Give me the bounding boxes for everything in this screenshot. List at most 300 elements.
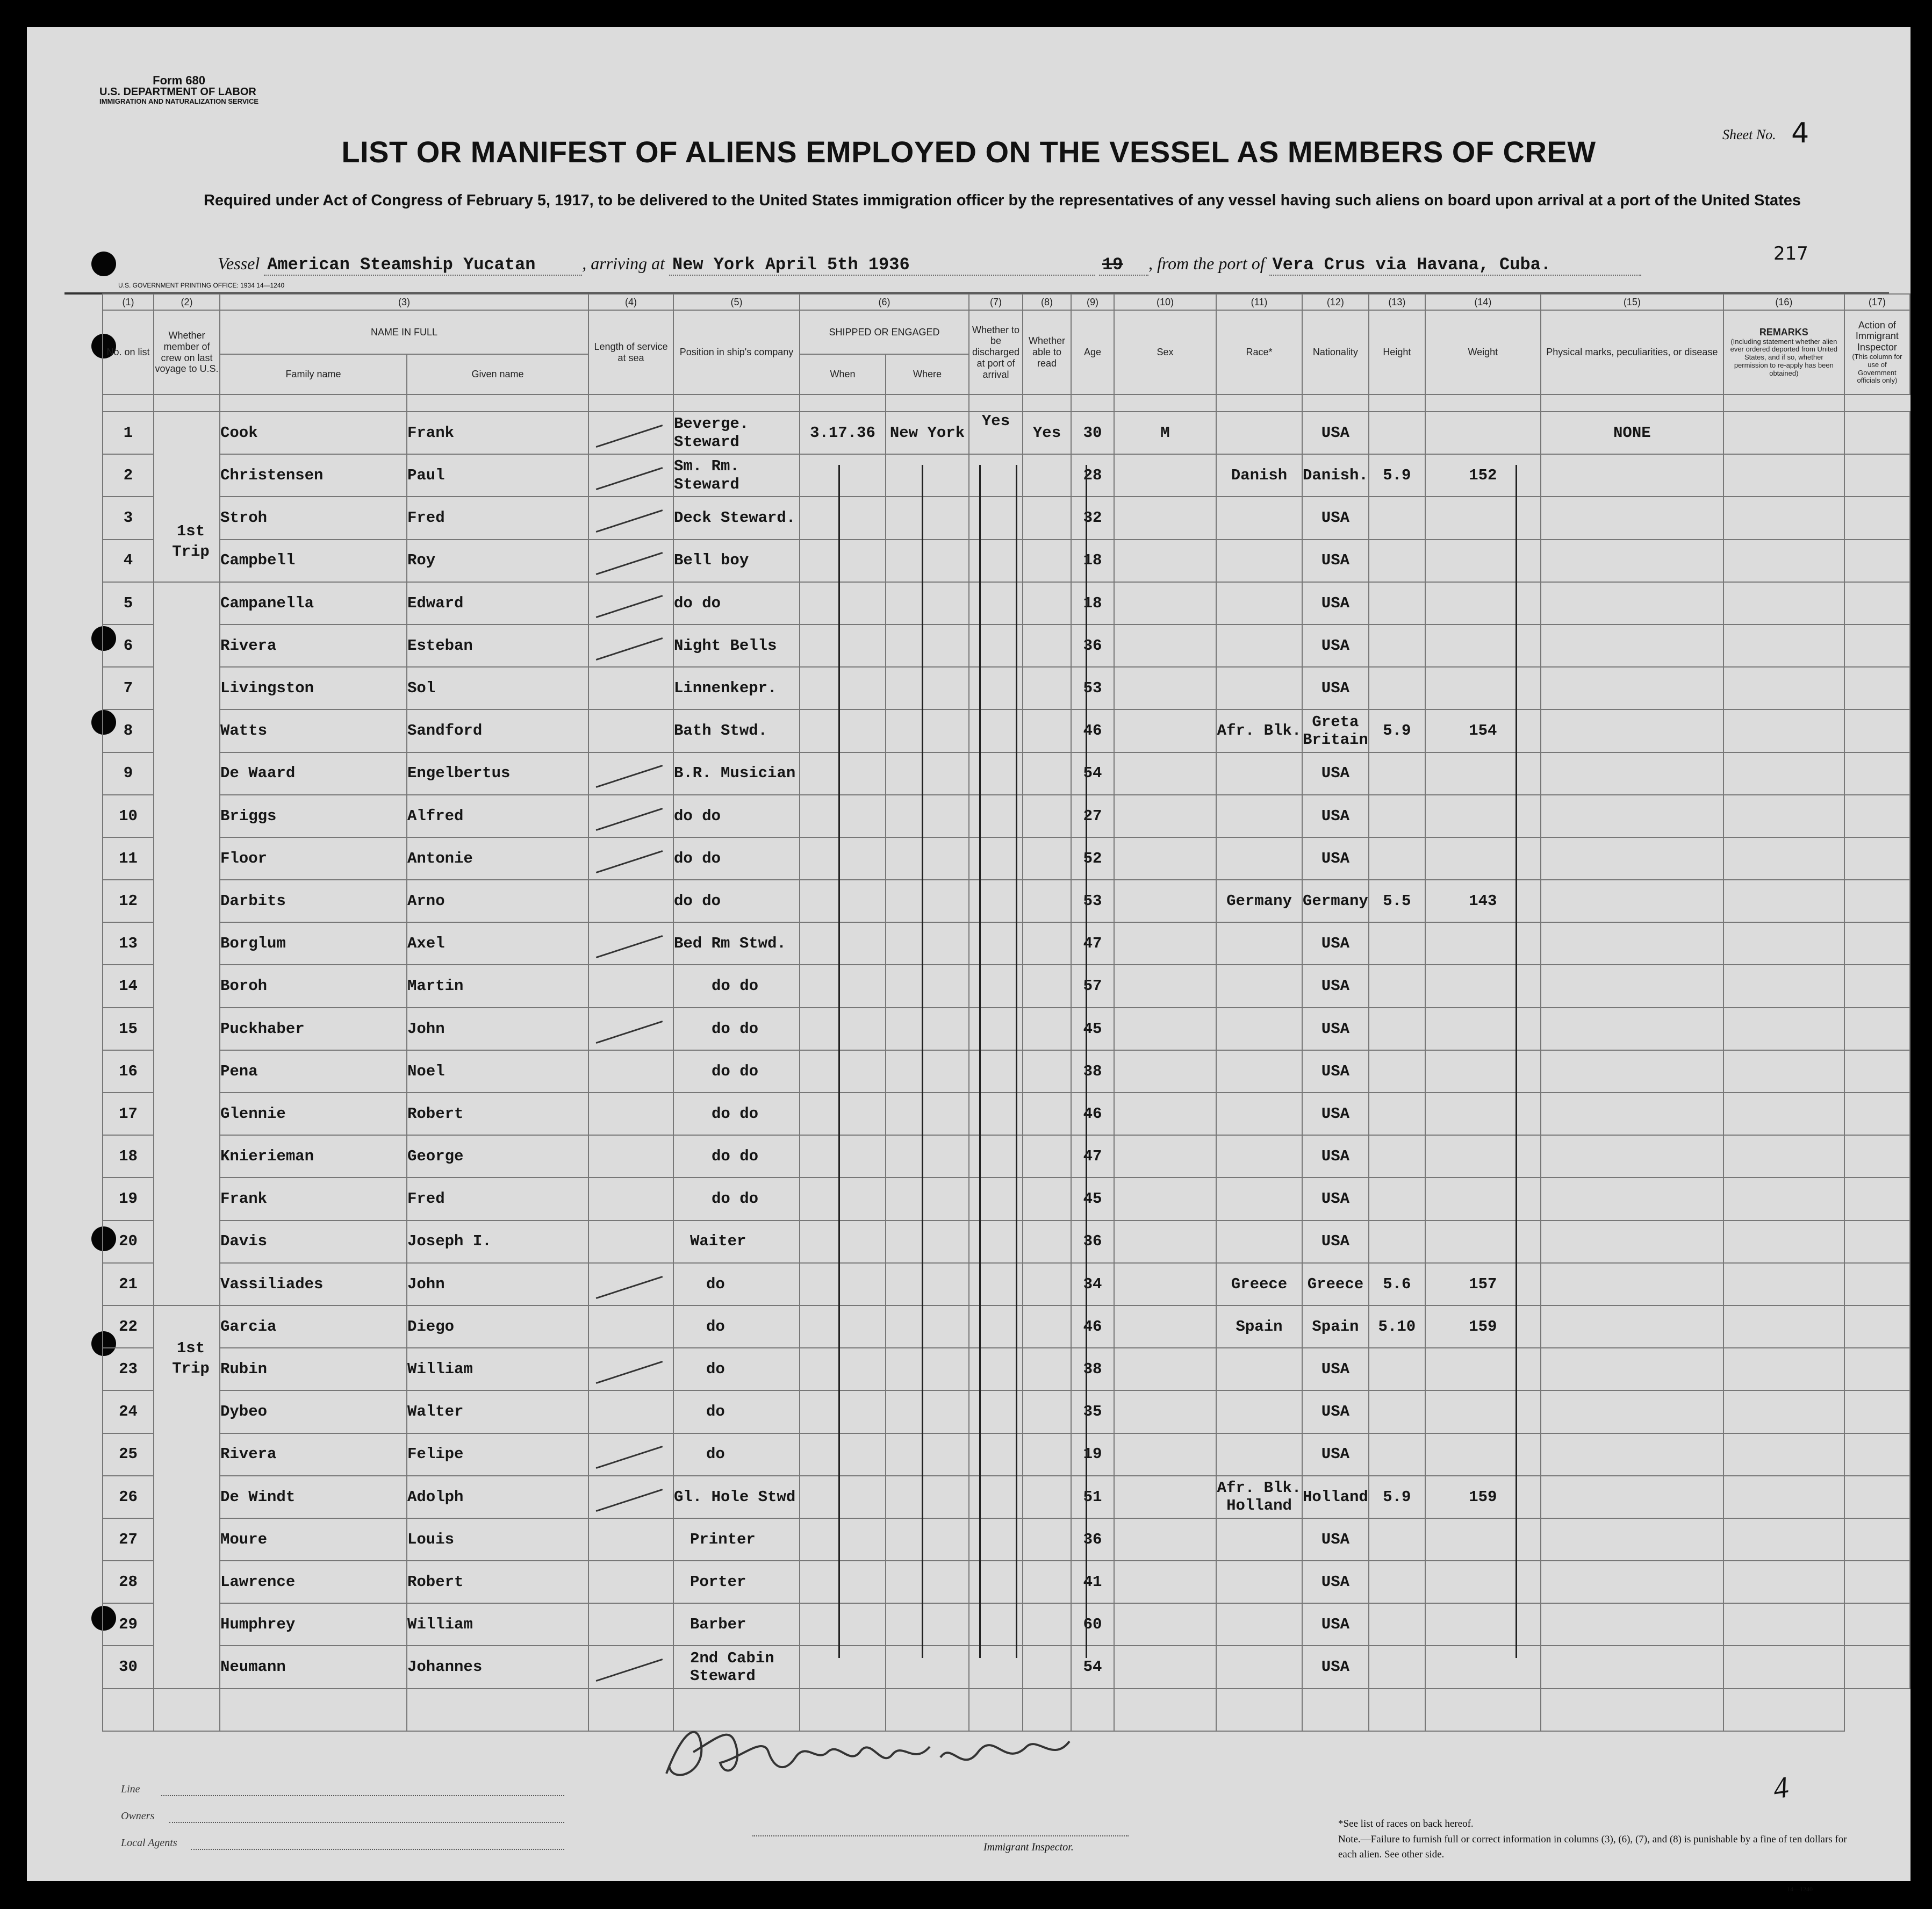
age: 52 — [1071, 837, 1114, 880]
position: do do — [673, 1008, 800, 1050]
remarks — [1723, 1348, 1844, 1390]
shipped-where — [886, 1135, 969, 1178]
remarks — [1723, 922, 1844, 965]
nationality: USA — [1302, 1008, 1369, 1050]
able-to-read — [1023, 1305, 1071, 1348]
service-check-cell — [588, 1093, 673, 1135]
to-be-discharged — [969, 1263, 1023, 1305]
given-name: Fred — [407, 1178, 588, 1220]
shipped-when — [800, 1433, 886, 1476]
header-where: Where — [886, 354, 969, 394]
header-remarks-sub: (Including statement whether alien ever ordered deported from United States, and if so, whether permission to re-apply has been obtained) — [1730, 337, 1838, 378]
last-voyage-cell — [154, 582, 220, 1305]
weight — [1425, 625, 1541, 667]
age: 53 — [1071, 667, 1114, 709]
height — [1369, 1433, 1425, 1476]
race — [1216, 1093, 1302, 1135]
physical-marks — [1541, 1178, 1723, 1220]
inspector-action — [1844, 837, 1910, 880]
remarks — [1723, 1646, 1844, 1688]
inspector-action — [1844, 412, 1910, 454]
family-name: Moure — [220, 1518, 407, 1561]
shipped-where — [886, 497, 969, 539]
family-name: Glennie — [220, 1093, 407, 1135]
height — [1369, 1178, 1425, 1220]
given-name: Robert — [407, 1093, 588, 1135]
nationality: USA — [1302, 625, 1369, 667]
shipped-when — [800, 1178, 886, 1220]
family-name: De Waard — [220, 752, 407, 795]
col-14-num: (14) — [1425, 294, 1541, 310]
height — [1369, 667, 1425, 709]
inspector-action — [1844, 795, 1910, 837]
remarks — [1723, 965, 1844, 1007]
inspector-action — [1844, 1305, 1910, 1348]
weight — [1425, 1603, 1541, 1646]
table-row — [103, 582, 1910, 625]
position: Bath Stwd. — [673, 709, 800, 752]
header-shipped-or-engaged: SHIPPED OR ENGAGED — [800, 310, 969, 354]
row-number: 5 — [103, 582, 154, 625]
ditto-line — [1516, 465, 1517, 1658]
age: 45 — [1071, 1178, 1114, 1220]
able-to-read — [1023, 1178, 1071, 1220]
sex — [1114, 1221, 1216, 1263]
row-number: 30 — [103, 1646, 154, 1688]
shipped-where — [886, 1008, 969, 1050]
service-check-cell — [588, 922, 673, 965]
service-check-cell — [588, 1603, 673, 1646]
to-be-discharged — [969, 1561, 1023, 1603]
inspector-action — [1844, 1221, 1910, 1263]
shipped-where — [886, 965, 969, 1007]
service-check-cell — [588, 1050, 673, 1093]
age: 35 — [1071, 1390, 1114, 1433]
nationality: USA — [1302, 1348, 1369, 1390]
sex — [1114, 1646, 1216, 1688]
race — [1216, 795, 1302, 837]
given-name: Frank — [407, 412, 588, 454]
weight — [1425, 965, 1541, 1007]
vessel-line — [218, 254, 1641, 276]
height — [1369, 1348, 1425, 1390]
check-mark — [596, 1276, 663, 1299]
given-name: Johannes — [407, 1646, 588, 1688]
table-row — [103, 1263, 1910, 1305]
to-be-discharged — [969, 1433, 1023, 1476]
shipped-where — [886, 1561, 969, 1603]
remarks — [1723, 454, 1844, 497]
crew-manifest-table — [102, 293, 1911, 1732]
table-row — [103, 497, 1910, 539]
service-check-cell — [588, 752, 673, 795]
shipped-where — [886, 667, 969, 709]
shipped-when — [800, 497, 886, 539]
sex — [1114, 1305, 1216, 1348]
row-number: 2 — [103, 454, 154, 497]
race — [1216, 752, 1302, 795]
service-check-cell — [588, 1433, 673, 1476]
weight: 154 — [1425, 709, 1541, 752]
able-to-read — [1023, 1221, 1071, 1263]
able-to-read — [1023, 1561, 1071, 1603]
service-check-cell — [588, 709, 673, 752]
to-be-discharged — [969, 1305, 1023, 1348]
height — [1369, 1135, 1425, 1178]
inspector-action — [1844, 540, 1910, 582]
position: Sm. Rm. Steward — [673, 454, 800, 497]
header-inspector-title: Action of Immigrant Inspector — [1855, 319, 1899, 353]
given-name: Fred — [407, 497, 588, 539]
header-able-to-read: Whether able to read — [1023, 310, 1071, 394]
race — [1216, 1390, 1302, 1433]
able-to-read — [1023, 1093, 1071, 1135]
header-member-last-voyage: Whether member of crew on last voyage to U.S. — [154, 310, 220, 394]
header-immigrant-inspector — [1844, 310, 1910, 394]
weight — [1425, 1348, 1541, 1390]
row-number: 28 — [103, 1561, 154, 1603]
corner-mark: 4 — [1771, 1770, 1791, 1806]
family-name: Garcia — [220, 1305, 407, 1348]
physical-marks — [1541, 1008, 1723, 1050]
document-title: LIST OR MANIFEST OF ALIENS EMPLOYED ON THE VESSEL AS MEMBERS OF CREW — [341, 135, 1596, 169]
height — [1369, 540, 1425, 582]
inspector-action — [1844, 1093, 1910, 1135]
weight — [1425, 1178, 1541, 1220]
shipped-where — [886, 625, 969, 667]
position: Waiter — [673, 1221, 800, 1263]
given-name: Roy — [407, 540, 588, 582]
shipped-where — [886, 1518, 969, 1561]
family-name: Watts — [220, 709, 407, 752]
to-be-discharged — [969, 1135, 1023, 1178]
remarks — [1723, 1390, 1844, 1433]
row-number: 16 — [103, 1050, 154, 1093]
position: Barber — [673, 1603, 800, 1646]
age: 36 — [1071, 1518, 1114, 1561]
able-to-read — [1023, 540, 1071, 582]
physical-marks — [1541, 1433, 1723, 1476]
shipped-where — [886, 1390, 969, 1433]
age: 18 — [1071, 582, 1114, 625]
family-name: Lawrence — [220, 1561, 407, 1603]
inspector-action — [1844, 1050, 1910, 1093]
height: 5.9 — [1369, 709, 1425, 752]
check-mark — [596, 1361, 663, 1384]
to-be-discharged — [969, 1348, 1023, 1390]
shipped-when — [800, 1093, 886, 1135]
line-field — [161, 1795, 564, 1796]
weight — [1425, 582, 1541, 625]
ditto-line — [838, 465, 840, 1658]
race — [1216, 497, 1302, 539]
col-5-num: (5) — [673, 294, 800, 310]
row-number: 14 — [103, 965, 154, 1007]
age: 36 — [1071, 1221, 1114, 1263]
check-mark — [596, 1659, 663, 1682]
shipped-when — [800, 1390, 886, 1433]
to-be-discharged — [969, 1221, 1023, 1263]
inspector-action — [1844, 1433, 1910, 1476]
sex — [1114, 497, 1216, 539]
ditto-line — [1086, 465, 1087, 1658]
age: 47 — [1071, 922, 1114, 965]
height — [1369, 1518, 1425, 1561]
given-name: Alfred — [407, 795, 588, 837]
height — [1369, 795, 1425, 837]
table-row — [103, 412, 1910, 454]
inspector-action — [1844, 1518, 1910, 1561]
shipped-when — [800, 582, 886, 625]
physical-marks — [1541, 667, 1723, 709]
inspector-action — [1844, 1263, 1910, 1305]
given-name: Paul — [407, 454, 588, 497]
inspector-action — [1844, 1008, 1910, 1050]
age: 53 — [1071, 880, 1114, 922]
sex — [1114, 880, 1216, 922]
family-name: Borglum — [220, 922, 407, 965]
age: 46 — [1071, 1305, 1114, 1348]
check-mark — [596, 1446, 663, 1469]
form-code: 14—1240 — [1787, 1885, 1813, 1893]
inspector-action — [1844, 667, 1910, 709]
service-check-cell — [588, 412, 673, 454]
to-be-discharged — [969, 1178, 1023, 1220]
family-name: Darbits — [220, 880, 407, 922]
shipped-when — [800, 625, 886, 667]
punch-hole — [91, 252, 116, 276]
position: do do — [673, 1135, 800, 1178]
sex — [1114, 1135, 1216, 1178]
physical-marks — [1541, 1390, 1723, 1433]
header-race: Race* — [1216, 310, 1302, 394]
race: Afr. Blk. — [1216, 709, 1302, 752]
nationality: USA — [1302, 1050, 1369, 1093]
shipped-where — [886, 1348, 969, 1390]
immigrant-inspector-label: Immigrant Inspector. — [983, 1841, 1074, 1853]
nationality: USA — [1302, 497, 1369, 539]
service-check-cell — [588, 1135, 673, 1178]
age: 60 — [1071, 1603, 1114, 1646]
check-mark — [596, 467, 663, 490]
header-position: Position in ship's company — [673, 310, 800, 394]
row-number: 25 — [103, 1433, 154, 1476]
family-name: Boroh — [220, 965, 407, 1007]
col-2-num: (2) — [154, 294, 220, 310]
given-name: Joseph I. — [407, 1221, 588, 1263]
sex — [1114, 709, 1216, 752]
sex — [1114, 837, 1216, 880]
table-row — [103, 1178, 1910, 1220]
table-row — [103, 1050, 1910, 1093]
given-name: Edward — [407, 582, 588, 625]
sex — [1114, 1348, 1216, 1390]
race — [1216, 837, 1302, 880]
given-name: Noel — [407, 1050, 588, 1093]
able-to-read — [1023, 1050, 1071, 1093]
family-name: Davis — [220, 1221, 407, 1263]
to-be-discharged — [969, 709, 1023, 752]
ditto-line — [1016, 465, 1017, 1658]
nationality: USA — [1302, 1433, 1369, 1476]
table-row — [103, 1518, 1910, 1561]
height — [1369, 1603, 1425, 1646]
table-row — [103, 837, 1910, 880]
position: do do — [673, 837, 800, 880]
check-mark — [596, 850, 663, 873]
family-name: Frank — [220, 1178, 407, 1220]
position: Night Bells — [673, 625, 800, 667]
able-to-read — [1023, 965, 1071, 1007]
shipped-where — [886, 752, 969, 795]
weight: 143 — [1425, 880, 1541, 922]
to-be-discharged — [969, 752, 1023, 795]
sex — [1114, 582, 1216, 625]
race — [1216, 582, 1302, 625]
remarks — [1723, 1433, 1844, 1476]
weight — [1425, 1135, 1541, 1178]
height: 5.9 — [1369, 1476, 1425, 1518]
vessel-label: Vessel — [218, 254, 260, 273]
service-check-cell — [588, 1390, 673, 1433]
position: do — [673, 1390, 800, 1433]
remarks — [1723, 1178, 1844, 1220]
weight: 157 — [1425, 1263, 1541, 1305]
remarks — [1723, 625, 1844, 667]
header-length-of-service: Length of service at sea — [588, 310, 673, 394]
to-be-discharged — [969, 454, 1023, 497]
nationality: Holland — [1302, 1476, 1369, 1518]
physical-marks — [1541, 1561, 1723, 1603]
ditto-line — [979, 465, 981, 1658]
physical-marks — [1541, 752, 1723, 795]
position: 2nd Cabin Steward — [673, 1646, 800, 1688]
row-number: 26 — [103, 1476, 154, 1518]
check-mark — [596, 1021, 663, 1044]
position: do — [673, 1263, 800, 1305]
col-11-num: (11) — [1216, 294, 1302, 310]
shipped-where — [886, 540, 969, 582]
remarks — [1723, 1135, 1844, 1178]
service-check-cell — [588, 540, 673, 582]
to-be-discharged — [969, 1093, 1023, 1135]
weight — [1425, 1518, 1541, 1561]
header-height: Height — [1369, 310, 1425, 394]
nationality: USA — [1302, 1093, 1369, 1135]
shipped-when — [800, 922, 886, 965]
to-be-discharged — [969, 1390, 1023, 1433]
service-check-cell — [588, 454, 673, 497]
given-name: Felipe — [407, 1433, 588, 1476]
physical-marks — [1541, 795, 1723, 837]
header-to-be-discharged: Whether to be discharged at port of arrival — [969, 310, 1023, 394]
nationality: USA — [1302, 540, 1369, 582]
family-name: Vassiliades — [220, 1263, 407, 1305]
to-be-discharged: Yes — [969, 412, 1023, 454]
given-name: William — [407, 1603, 588, 1646]
row-number: 20 — [103, 1221, 154, 1263]
physical-marks — [1541, 1263, 1723, 1305]
age: 34 — [1071, 1263, 1114, 1305]
remarks — [1723, 837, 1844, 880]
departure-port: Vera Crus via Havana, Cuba. — [1269, 255, 1641, 276]
able-to-read — [1023, 1390, 1071, 1433]
weight — [1425, 922, 1541, 965]
family-name: Rivera — [220, 1433, 407, 1476]
to-be-discharged — [969, 1646, 1023, 1688]
service-check-cell — [588, 667, 673, 709]
table-row — [103, 667, 1910, 709]
able-to-read — [1023, 625, 1071, 667]
check-mark — [596, 1489, 663, 1512]
shipped-where — [886, 1603, 969, 1646]
family-name: Floor — [220, 837, 407, 880]
position: do do — [673, 1093, 800, 1135]
check-mark — [596, 595, 663, 618]
col-7-num: (7) — [969, 294, 1023, 310]
inspector-action — [1844, 582, 1910, 625]
row-number: 7 — [103, 667, 154, 709]
check-mark — [596, 935, 663, 958]
penalty-note: Note.—Failure to furnish full or correct information in columns (3), (6), (7), and (8) is punishable by a fine of ten dollars for each alien. See other side. — [1338, 1833, 1847, 1860]
sex — [1114, 1050, 1216, 1093]
nationality: USA — [1302, 667, 1369, 709]
table-row — [103, 1135, 1910, 1178]
sex — [1114, 1008, 1216, 1050]
given-name: Walter — [407, 1390, 588, 1433]
row-number: 21 — [103, 1263, 154, 1305]
race — [1216, 625, 1302, 667]
physical-marks — [1541, 1093, 1723, 1135]
to-be-discharged — [969, 1008, 1023, 1050]
table-row — [103, 1603, 1910, 1646]
to-be-discharged — [969, 582, 1023, 625]
sex — [1114, 1518, 1216, 1561]
shipped-when — [800, 1348, 886, 1390]
row-number: 8 — [103, 709, 154, 752]
physical-marks — [1541, 880, 1723, 922]
col-10-num: (10) — [1114, 294, 1216, 310]
shipped-where — [886, 922, 969, 965]
age: 51 — [1071, 1476, 1114, 1518]
shipped-when — [800, 965, 886, 1007]
service-check-cell — [588, 1263, 673, 1305]
table-row — [103, 965, 1910, 1007]
position: do do — [673, 582, 800, 625]
header-nationality: Nationality — [1302, 310, 1369, 394]
nationality: Spain — [1302, 1305, 1369, 1348]
family-name: Briggs — [220, 795, 407, 837]
position: do — [673, 1305, 800, 1348]
shipped-where — [886, 709, 969, 752]
col-17-num: (17) — [1844, 294, 1910, 310]
remarks — [1723, 667, 1844, 709]
to-be-discharged — [969, 1603, 1023, 1646]
age: 46 — [1071, 709, 1114, 752]
height — [1369, 1008, 1425, 1050]
race — [1216, 1178, 1302, 1220]
position: Deck Steward. — [673, 497, 800, 539]
able-to-read — [1023, 1348, 1071, 1390]
given-name: George — [407, 1135, 588, 1178]
age: 32 — [1071, 497, 1114, 539]
row-number: 18 — [103, 1135, 154, 1178]
to-be-discharged — [969, 922, 1023, 965]
inspector-action — [1844, 625, 1910, 667]
age: 36 — [1071, 625, 1114, 667]
shipped-when — [800, 540, 886, 582]
service-check-cell — [588, 880, 673, 922]
